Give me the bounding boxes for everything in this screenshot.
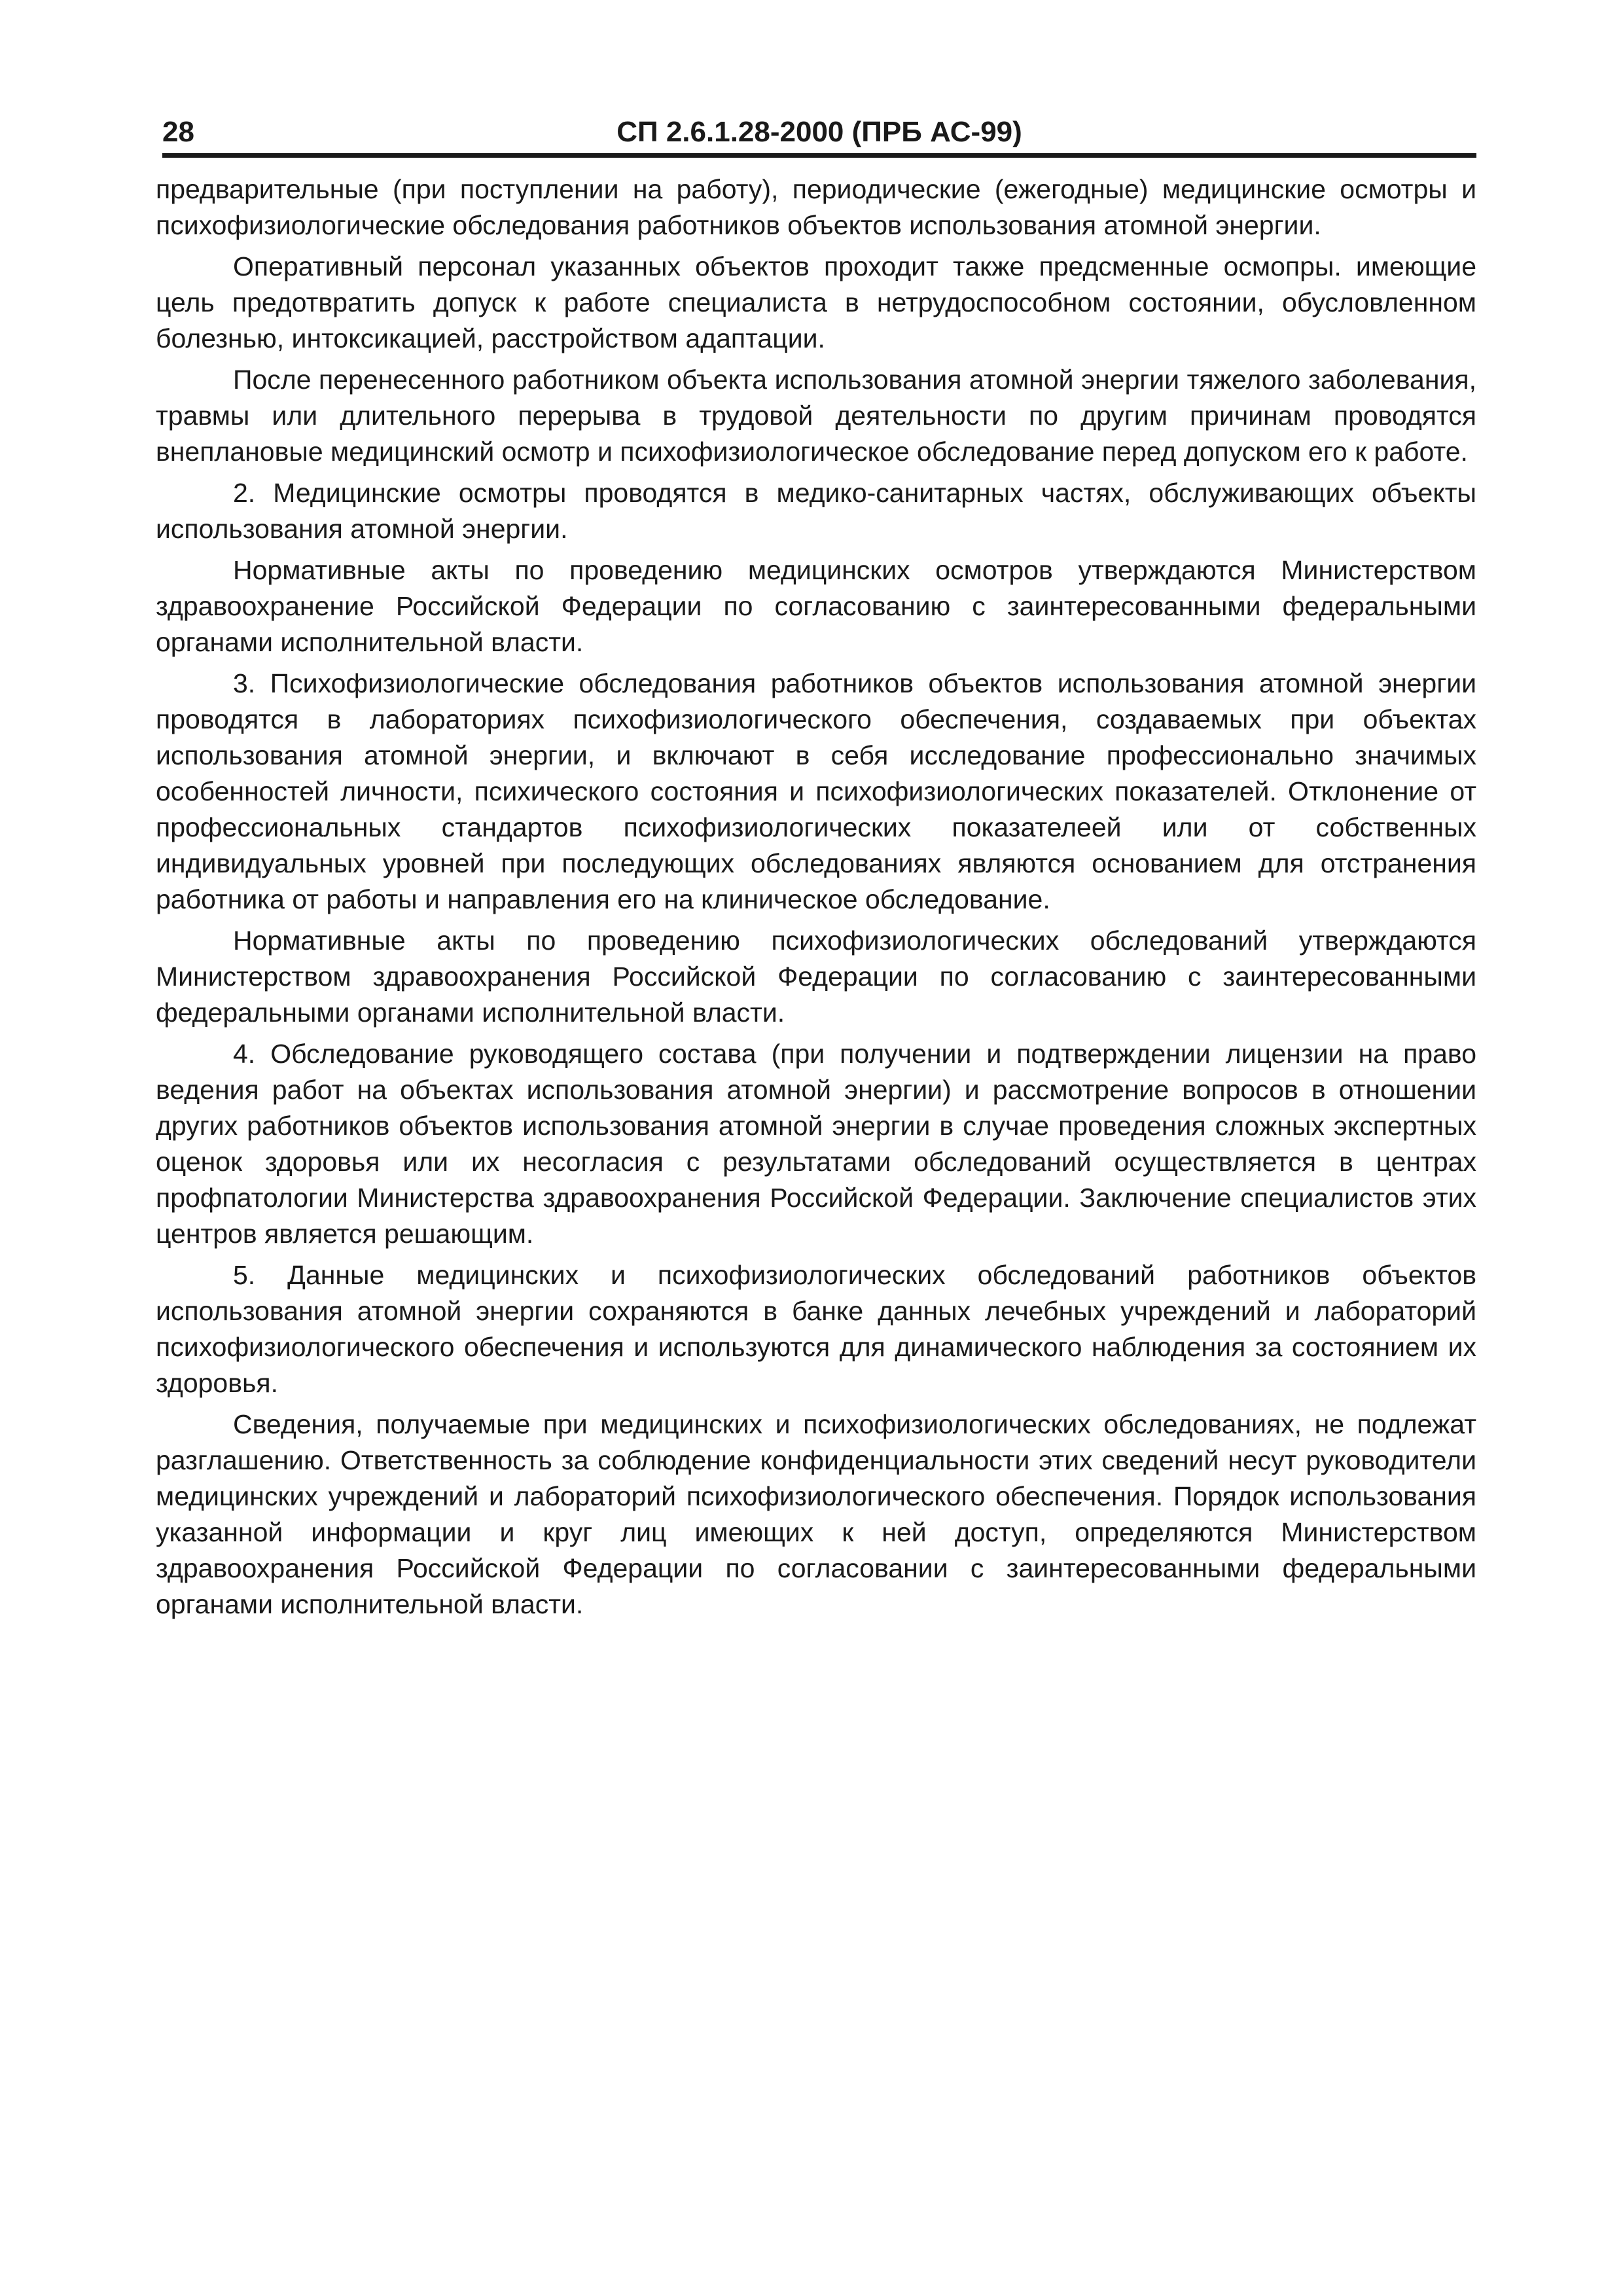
paragraph-5: Нормативные акты по проведению медицинских осмотров утверждаются Министерством здравоохранение Российской Федерации по согласованию с заинтересованными федеральными органами исполнительной власти. bbox=[156, 555, 1476, 657]
paragraph-1: предварительные (при поступлении на работу), периодические (ежегодные) медицинские осмотры и психофизиологические обследования работников объектов использования атомной энергии. bbox=[156, 174, 1476, 240]
page-number: 28 bbox=[162, 116, 194, 148]
paragraph-8: 4. Обследование руководящего состава (при получении и подтверждении лицензии на право ведения работ на объектах использования атомной энергии) и рассмотрение вопросов в отношении других работников объектов использования атомной энергии в случае проведения сложных экспертных оценок здоровья или их несогласия с результатами обследований осуществляется в центрах профпатологии Министерства здравоохранения Российской Федерации. Заключение специалистов этих центров является решающим. bbox=[156, 1039, 1476, 1249]
document-title: СП 2.6.1.28-2000 (ПРБ АС-99) bbox=[616, 116, 1022, 148]
header-divider bbox=[162, 153, 1476, 158]
paragraph-6: 3. Психофизиологические обследования работников объектов использования атомной энергии проводятся в лабораториях психофизиологического обеспечения, создаваемых при объектах использования атомной энергии, и включают в себя исследование профессионально значимых особенностей личности, психического состояния и психофизиологических показателей. Отклонение от профессиональных стандартов психофизиологических показателеей или от собственных индивидуальных уровней при последующих обследованиях являются основанием для отстранения работника от работы и направления его на клиническое обследование. bbox=[156, 668, 1476, 914]
paragraph-2: Оперативный персонал указанных объектов проходит также предсменные осмопры. имеющие цель предотвратить допуск к работе специалиста в нетрудоспособном состоянии, обусловленном болезнью, интоксикацией, расстройством адаптации. bbox=[156, 251, 1476, 353]
paragraph-4: 2. Медицинские осмотры проводятся в медико-санитарных частях, обслуживающих объекты использования атомной энергии. bbox=[156, 478, 1476, 544]
paragraph-10: Сведения, получаемые при медицинских и психофизиологических обследованиях, не подлежат разглашению. Ответственность за соблюдение конфиденциальности этих сведений несут руководители медицинских учреждений и лабораторий психофизиологического обеспечения. Порядок использования указанной информации и круг лиц имеющих к ней доступ, определяются Министерством здравоохранения Российской Федерации по согласовании с заинтересованными федеральными органами исполнительной власти. bbox=[156, 1409, 1476, 1619]
body-text bbox=[156, 171, 1476, 1628]
paragraph-9: 5. Данные медицинских и психофизиологических обследований работников объектов использования атомной энергии сохраняются в банке данных лечебных учреждений и лабораторий психофизиологического обеспечения и используются для динамического наблюдения за состоянием их здоровья. bbox=[156, 1260, 1476, 1398]
paragraph-7: Нормативные акты по проведению психофизиологических обследований утверждаются Министерством здравоохранения Российской Федерации по согласованию с заинтересованными федеральными органами исполнительной власти. bbox=[156, 925, 1476, 1028]
paragraph-3: После перенесенного работником объекта использования атомной энергии тяжелого заболевания, травмы или длительного перерыва в трудовой деятельности по другим причинам проводятся внеплановые медицинский осмотр и психофизиологическое обследование перед допуском его к работе. bbox=[156, 365, 1476, 467]
